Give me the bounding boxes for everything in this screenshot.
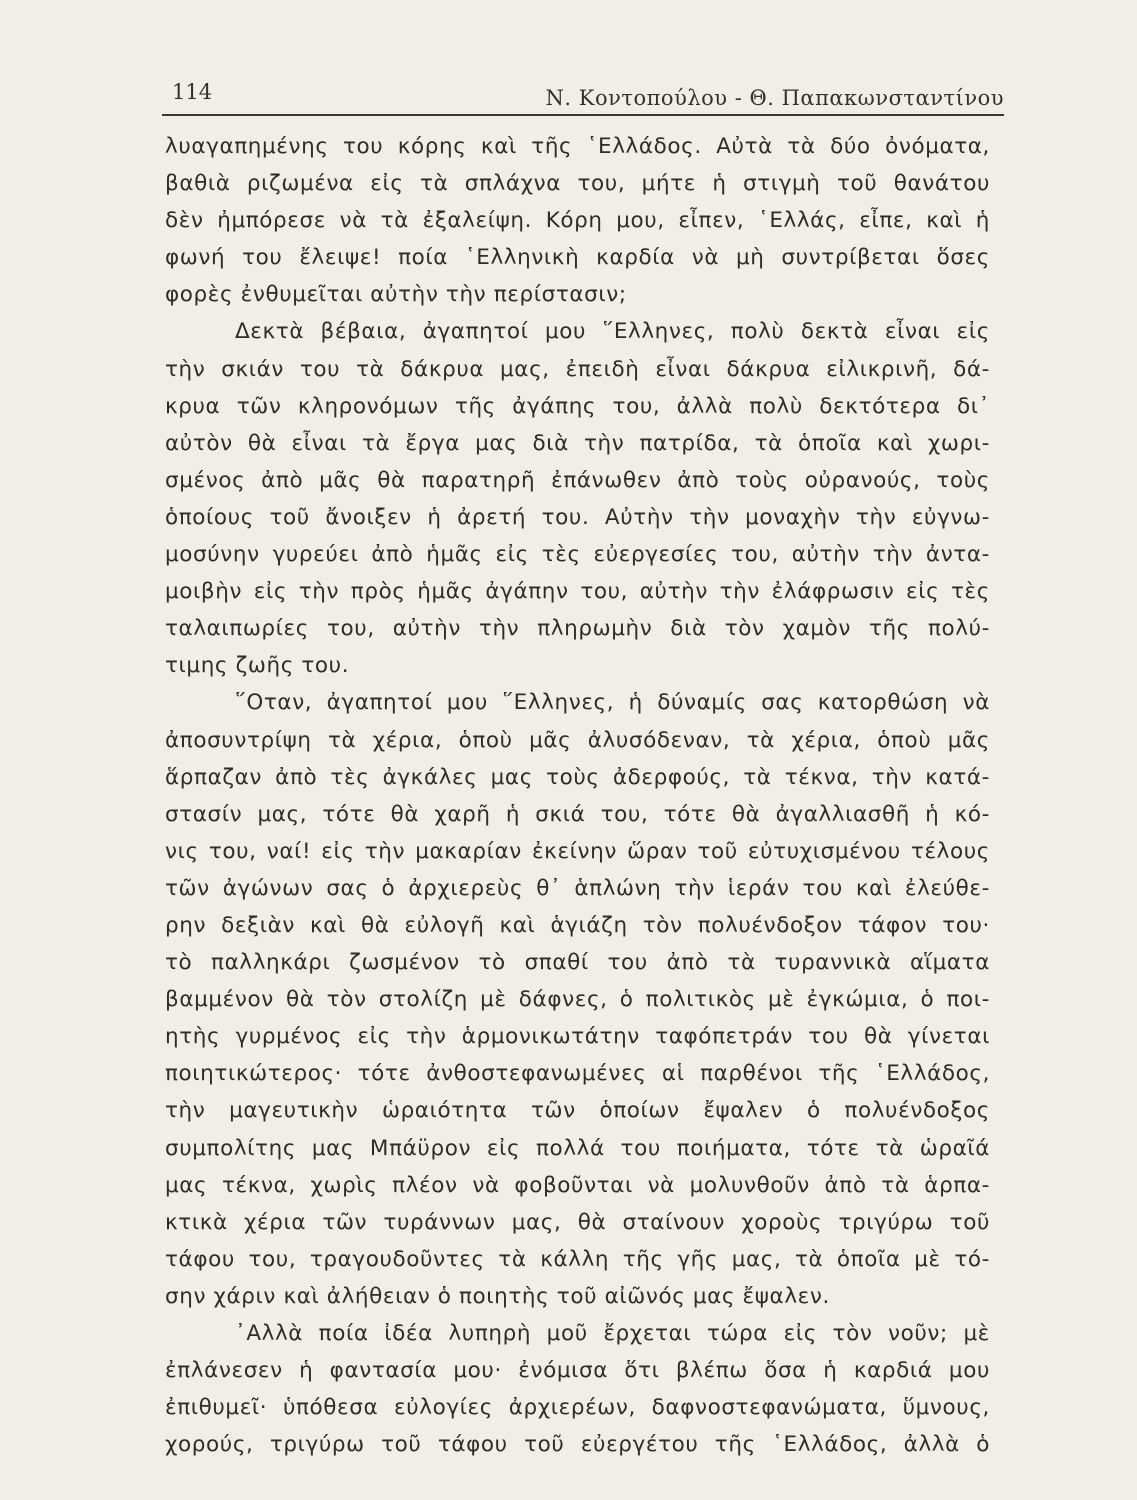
- text-line: ἐπλάνεσεν ἡ φαντασία μου· ἐνόμισα ὅτι βλέπω ὅσα ἡ καρδιά μου: [165, 1358, 990, 1384]
- text-line: βαθιὰ ριζωμένα εἰς τὰ σπλάχνα του, μήτε ἡ στιγμὴ τοῦ θανάτου: [165, 171, 990, 197]
- text-line: κρυα τῶν κληρονόμων τῆς ἀγάπης του, ἀλλὰ πολὺ δεκτότερα δι᾿: [165, 393, 990, 419]
- text-line: ποιητικώτερος· τότε ἀνθοστεφανωμένες αἱ παρθένοι τῆς ῾Ελλάδος,: [165, 1061, 990, 1087]
- text-line: ἅρπαζαν ἀπὸ τὲς ἀγκάλες μας τοὺς ἀδερφούς, τὰ τέκνα, τὴν κατά-: [165, 764, 990, 790]
- text-line: βαμμένον θὰ τὸν στολίζη μὲ δάφνες, ὁ πολιτικὸς μὲ ἐγκώμια, ὁ ποι-: [165, 987, 990, 1013]
- text-line: φορὲς ἐνθυμεῖται αὐτὴν τὴν περίστασιν;: [165, 282, 627, 308]
- text-line: φωνή του ἔλειψε! ποία ῾Ελληνικὴ καρδία νὰ μὴ συντρίβεται ὅσες: [165, 245, 990, 271]
- text-line: ητὴς γυρμένος εἰς τὴν ἁρμονικωτάτην ταφόπετράν του θὰ γίνεται: [165, 1024, 990, 1050]
- text-line: ρην δεξιὰν καὶ θὰ εὐλογῆ καὶ ἁγιάζη τὸν πολυένδοξον τάφον του·: [165, 912, 990, 938]
- text-line: κτικὰ χέρια τῶν τυράννων μας, θὰ σταίνουν χοροὺς τριγύρω τοῦ: [165, 1209, 990, 1235]
- page-header: [162, 74, 1004, 114]
- text-line: συμπολίτης μας Μπάϋρον εἰς πολλά του ποιήματα, τότε τὰ ὡραῖά: [165, 1135, 990, 1161]
- text-line: σμένος ἀπὸ μᾶς θὰ παρατηρῆ ἐπάνωθεν ἀπὸ τοὺς οὐρανούς, τοὺς: [165, 467, 990, 493]
- text-line: αὐτὸν θὰ εἶναι τὰ ἔργα μας διὰ τὴν πατρίδα, τὰ ὁποῖα καὶ χωρι-: [165, 430, 990, 456]
- text-line: μοιβὴν εἰς τὴν πρὸς ἡμᾶς ἀγάπην του, αὐτὴν τὴν ἐλάφρωσιν εἰς τὲς: [165, 579, 990, 605]
- text-line: δὲν ἠμπόρεσε νὰ τὰ ἐξαλείψη. Κόρη μου, εἶπεν, ῾Ελλάς, εἶπε, καὶ ἡ: [165, 208, 990, 234]
- text-line: σην χάριν καὶ ἀλήθειαν ὁ ποιητὴς τοῦ αἰῶνός μας ἔψαλεν.: [165, 1283, 830, 1309]
- body-text: [165, 128, 990, 1463]
- text-line: τῶν ἀγώνων σας ὁ ἀρχιερεὺς θ᾿ ἁπλώνη τὴν ἱεράν του καὶ ἐλεύθε-: [165, 875, 990, 901]
- text-line: λυαγαπημένης του κόρης καὶ τῆς ῾Ελλάδος. Αὐτὰ τὰ δύο ὀνόματα,: [165, 134, 990, 159]
- text-line: ὁποίους τοῦ ἄνοιξεν ἡ ἀρετή του. Αὐτὴν τὴν μοναχὴν τὴν εὐγνω-: [165, 504, 990, 530]
- text-line: τὴν σκιάν του τὰ δάκρυα μας, ἐπειδὴ εἶναι δάκρυα εἰλικρινῆ, δά-: [165, 356, 990, 382]
- text-line: ἀποσυντρίψη τὰ χέρια, ὁποὺ μᾶς ἀλυσόδεναν, τὰ χέρια, ὁποὺ μᾶς: [165, 727, 990, 753]
- text-line: τὴν μαγευτικὴν ὡραιότητα τῶν ὁποίων ἔψαλεν ὁ πολυένδοξος: [165, 1098, 990, 1124]
- page-number: 114: [172, 80, 213, 104]
- text-line: μας τέκνα, χωρὶς πλέον νὰ φοβοῦνται νὰ μολυνθοῦν ἀπὸ τὰ ἁρπα-: [165, 1172, 990, 1198]
- paragraph-start: ᾿Αλλὰ ποία ἰδέα λυπηρὴ μοῦ ἔρχεται τώρα εἰς τὸν νοῦν; μὲ: [235, 1321, 990, 1346]
- header-rule: [162, 114, 1004, 116]
- paragraph-start: ῞Οταν, ἀγαπητοί μου ῞Ελληνες, ἡ δύναμίς σας κατορθώση νὰ: [235, 690, 990, 716]
- text-line: τὸ παλληκάρι ζωσμένον τὸ σπαθί του ἀπὸ τὰ τυραννικὰ αἵματα: [165, 950, 990, 976]
- text-line: χορούς, τριγύρω τοῦ τάφου τοῦ εὐεργέτου τῆς ῾Ελλάδος, ἀλλὰ ὁ: [165, 1432, 990, 1458]
- running-head: Ν. Κοντοπούλου - Θ. Παπακωνσταντίνου: [545, 86, 1004, 110]
- text-line: στασίν μας, τότε θὰ χαρῆ ἡ σκιά του, τότε θὰ ἀγαλλιασθῆ ἡ κό-: [165, 801, 990, 827]
- text-line: ταλαιπωρίες του, αὐτὴν τὴν πληρωμὴν διὰ τὸν χαμὸν τῆς πολύ-: [165, 616, 990, 642]
- text-line: ἐπιθυμεῖ· ὑπόθεσα εὐλογίες ἀρχιερέων, δαφνοστεφανώματα, ὕμνους,: [165, 1395, 990, 1421]
- text-line: τιμης ζωῆς του.: [165, 653, 350, 679]
- text-line: μοσύνην γυρεύει ἀπὸ ἡμᾶς εἰς τὲς εὐεργεσίες του, αὐτὴν τὴν ἀντα-: [165, 542, 990, 568]
- text-line: τάφου του, τραγουδοῦντες τὰ κάλλη τῆς γῆς μας, τὰ ὁποῖα μὲ τό-: [165, 1246, 990, 1272]
- text-line: νις του, ναί! εἰς τὴν μακαρίαν ἐκείνην ὥραν τοῦ εὐτυχισμένου τέλους: [165, 838, 990, 864]
- paragraph-start: Δεκτὰ βέβαια, ἀγαπητοί μου ῞Ελληνες, πολὺ δεκτὰ εἶναι εἰς: [235, 319, 990, 345]
